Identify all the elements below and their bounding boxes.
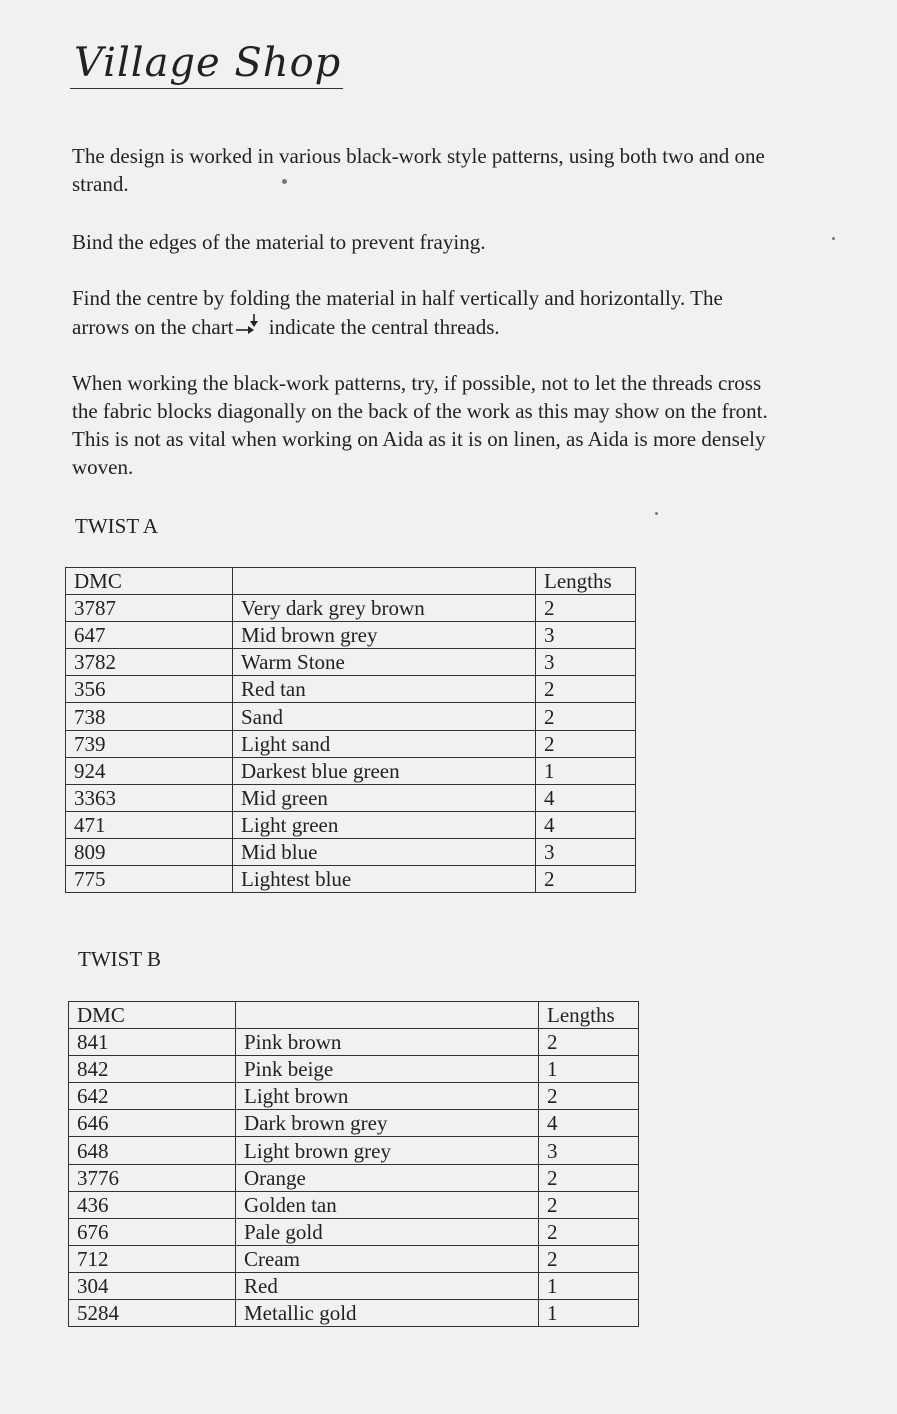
colour-name-cell: Light green	[233, 811, 536, 838]
lengths-cell: 1	[539, 1272, 639, 1299]
dmc-cell: 842	[69, 1056, 236, 1083]
header-colour-name-cell	[236, 1002, 539, 1029]
lengths-cell: 4	[539, 1110, 639, 1137]
table-row	[66, 838, 636, 865]
lengths-cell: 2	[539, 1191, 639, 1218]
colour-name-cell: Pink beige	[236, 1056, 539, 1083]
paragraph-design-intro: The design is worked in various black-work style patterns, using both two and one strand.	[72, 144, 765, 196]
find-centre-text: Find the centre by folding the material in half vertically and horizontally. The arrows on the chart	[72, 286, 723, 339]
dmc-cell: 648	[69, 1137, 236, 1164]
centre-arrows-icon	[234, 312, 264, 340]
lengths-cell: 2	[539, 1083, 639, 1110]
lengths-cell: 1	[539, 1300, 639, 1327]
dmc-cell: 3363	[66, 784, 233, 811]
table-row	[69, 1272, 639, 1299]
table-row	[66, 649, 636, 676]
table-header-row	[66, 568, 636, 595]
paragraph-find-centre	[72, 284, 772, 341]
lengths-cell: 3	[536, 622, 636, 649]
lengths-cell: 3	[536, 838, 636, 865]
table-row	[66, 676, 636, 703]
scan-speck	[655, 512, 658, 515]
colour-name-cell: Darkest blue green	[233, 757, 536, 784]
table-header-row	[69, 1002, 639, 1029]
dmc-cell: 676	[69, 1218, 236, 1245]
lengths-cell: 4	[536, 784, 636, 811]
scan-speck	[282, 179, 287, 184]
header-lengths-cell: Lengths	[539, 1002, 639, 1029]
colour-name-cell: Pale gold	[236, 1218, 539, 1245]
colour-name-cell: Sand	[233, 703, 536, 730]
colour-name-cell: Red	[236, 1272, 539, 1299]
colour-name-cell: Pink brown	[236, 1029, 539, 1056]
paragraph-blackwork-tips: When working the black-work patterns, try, if possible, not to let the threads cross the fabric blocks diagonally on the back of the work as this may show on the front. This is not as vital when working on Aida as it is on linen, as Aida is more densely woven.	[72, 371, 768, 479]
lengths-cell: 2	[536, 866, 636, 893]
scan-speck	[832, 237, 835, 240]
dmc-cell: 3782	[66, 649, 233, 676]
table-row	[69, 1029, 639, 1056]
header-colour-name-cell	[233, 568, 536, 595]
twist-a-table	[65, 567, 636, 893]
colour-name-cell: Red tan	[233, 676, 536, 703]
colour-name-cell: Very dark grey brown	[233, 595, 536, 622]
table-row	[69, 1300, 639, 1327]
colour-name-cell: Light brown grey	[236, 1137, 539, 1164]
twist-b-table	[68, 1001, 639, 1327]
lengths-cell: 2	[539, 1218, 639, 1245]
dmc-cell: 3787	[66, 595, 233, 622]
dmc-cell: 738	[66, 703, 233, 730]
find-centre-text-end: indicate the central threads.	[263, 315, 500, 339]
dmc-cell: 304	[69, 1272, 236, 1299]
lengths-cell: 2	[536, 595, 636, 622]
table-row	[66, 595, 636, 622]
table-row	[69, 1191, 639, 1218]
dmc-cell: 642	[69, 1083, 236, 1110]
lengths-cell: 2	[539, 1164, 639, 1191]
dmc-cell: 775	[66, 866, 233, 893]
twist-a-heading: TWIST A	[75, 514, 159, 538]
table-row	[69, 1164, 639, 1191]
table-row	[69, 1056, 639, 1083]
colour-name-cell: Dark brown grey	[236, 1110, 539, 1137]
table-row	[66, 730, 636, 757]
colour-name-cell: Orange	[236, 1164, 539, 1191]
table-row	[69, 1218, 639, 1245]
header-dmc-cell: DMC	[66, 568, 233, 595]
colour-name-cell: Warm Stone	[233, 649, 536, 676]
colour-name-cell: Mid green	[233, 784, 536, 811]
lengths-cell: 3	[536, 649, 636, 676]
dmc-cell: 356	[66, 676, 233, 703]
dmc-cell: 436	[69, 1191, 236, 1218]
colour-name-cell: Mid blue	[233, 838, 536, 865]
colour-name-cell: Mid brown grey	[233, 622, 536, 649]
lengths-cell: 1	[539, 1056, 639, 1083]
colour-name-cell: Light brown	[236, 1083, 539, 1110]
dmc-cell: 5284	[69, 1300, 236, 1327]
dmc-cell: 471	[66, 811, 233, 838]
table-row	[66, 866, 636, 893]
dmc-cell: 809	[66, 838, 233, 865]
header-lengths-cell: Lengths	[536, 568, 636, 595]
lengths-cell: 3	[539, 1137, 639, 1164]
table-row	[66, 811, 636, 838]
table-row	[66, 784, 636, 811]
lengths-cell: 2	[539, 1029, 639, 1056]
colour-name-cell: Lightest blue	[233, 866, 536, 893]
lengths-cell: 2	[536, 676, 636, 703]
lengths-cell: 2	[536, 703, 636, 730]
dmc-cell: 739	[66, 730, 233, 757]
dmc-cell: 841	[69, 1029, 236, 1056]
dmc-cell: 924	[66, 757, 233, 784]
dmc-cell: 712	[69, 1245, 236, 1272]
header-dmc-cell: DMC	[69, 1002, 236, 1029]
lengths-cell: 2	[536, 730, 636, 757]
table-row	[69, 1083, 639, 1110]
page-title: Village Shop	[70, 40, 343, 89]
table-row	[66, 757, 636, 784]
lengths-cell: 1	[536, 757, 636, 784]
table-row	[69, 1245, 639, 1272]
colour-name-cell: Cream	[236, 1245, 539, 1272]
table-row	[69, 1110, 639, 1137]
colour-name-cell: Metallic gold	[236, 1300, 539, 1327]
dmc-cell: 3776	[69, 1164, 236, 1191]
table-row	[66, 703, 636, 730]
dmc-cell: 647	[66, 622, 233, 649]
lengths-cell: 2	[539, 1245, 639, 1272]
table-row	[69, 1137, 639, 1164]
twist-b-heading: TWIST B	[78, 947, 162, 971]
colour-name-cell: Golden tan	[236, 1191, 539, 1218]
lengths-cell: 4	[536, 811, 636, 838]
dmc-cell: 646	[69, 1110, 236, 1137]
colour-name-cell: Light sand	[233, 730, 536, 757]
table-row	[66, 622, 636, 649]
paragraph-bind-edges: Bind the edges of the material to prevent fraying.	[72, 230, 486, 254]
